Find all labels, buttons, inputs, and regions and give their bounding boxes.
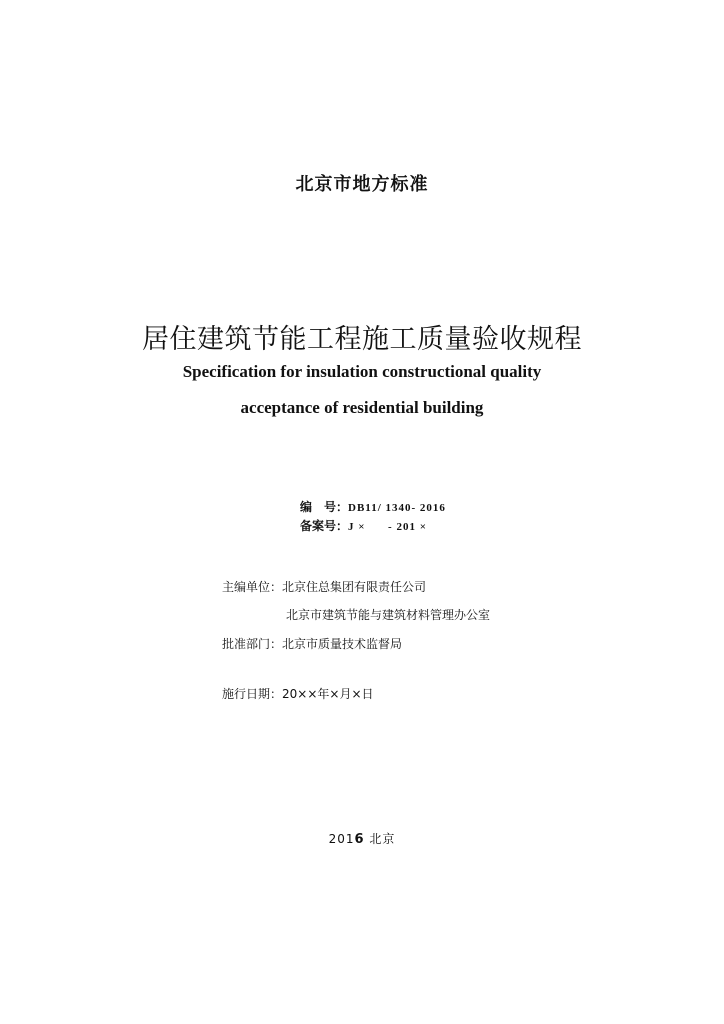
standard-number-value: DB11/ 1340- 2016 bbox=[348, 502, 446, 514]
title-english-line-2: acceptance of residential building bbox=[240, 398, 484, 417]
chief-editor-label: 主编单位： bbox=[222, 580, 283, 594]
standard-type-heading: 北京市地方标准 bbox=[295, 174, 429, 195]
approving-department-row bbox=[222, 635, 402, 652]
record-number-row bbox=[300, 517, 427, 534]
effective-date-label: 施行日期： bbox=[222, 687, 283, 701]
record-number-value: J × - 201 × bbox=[348, 521, 427, 533]
publication-year-place bbox=[0, 830, 724, 847]
approving-department-label: 批准部门： bbox=[222, 637, 283, 651]
chief-editor-row bbox=[222, 578, 426, 595]
effective-date-row bbox=[222, 685, 374, 702]
standard-number-label: 编 号： bbox=[300, 500, 349, 514]
chief-editor-unit-1: 北京住总集团有限责任公司 bbox=[282, 580, 427, 594]
approving-department-value: 北京市质量技术监督局 bbox=[282, 637, 403, 651]
publication-year-prefix: 201 bbox=[328, 832, 355, 846]
publication-city: 北京 bbox=[369, 832, 396, 846]
title-chinese: 居住建筑节能工程施工质量验收规程 bbox=[142, 324, 582, 355]
record-number-label: 备案号： bbox=[300, 519, 349, 533]
publication-year-suffix: 6 bbox=[354, 832, 365, 847]
title-english-line-1: Specification for insulation constructional quality bbox=[182, 362, 542, 381]
standard-number-row bbox=[300, 498, 446, 515]
effective-date-value: 20××年×月×日 bbox=[282, 687, 374, 701]
chief-editor-unit-2: 北京市建筑节能与建筑材料管理办公室 bbox=[286, 608, 491, 622]
